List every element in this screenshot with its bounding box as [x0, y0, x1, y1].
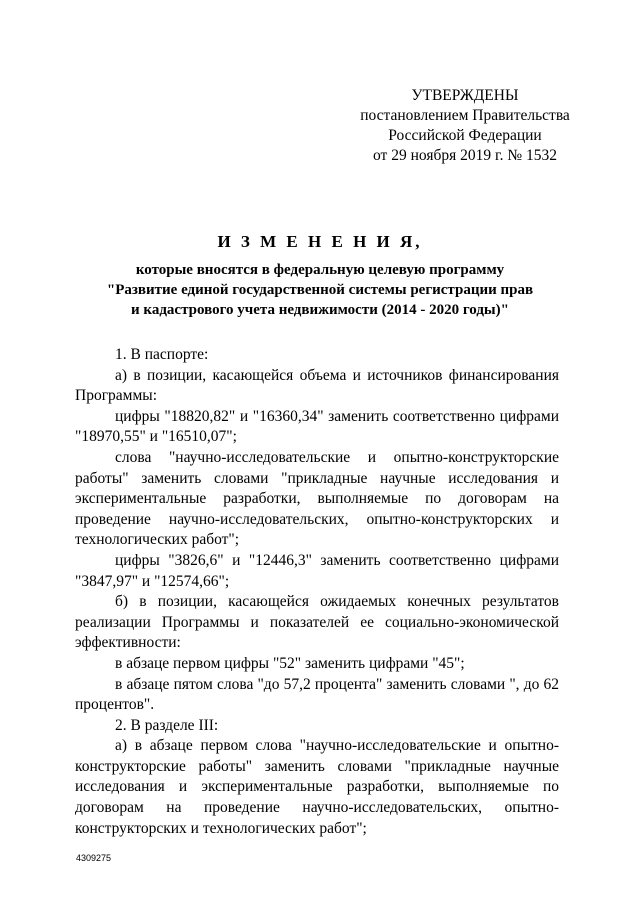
document-code: 4309275 — [76, 853, 112, 863]
paragraph: в абзаце пятом слова "до 57,2 процента" заменить словами ", до 62 процентов". — [75, 675, 559, 714]
approval-block — [340, 86, 590, 166]
document-heading — [60, 230, 580, 320]
paragraph: б) в позиции, касающейся ожидаемых конечных результатов реализации Программы и показателей ее социально-экономической эффективности: — [75, 593, 559, 652]
paragraph: а) в позиции, касающейся объема и источников финансирования Программы: — [75, 366, 559, 405]
paragraph-section-2: 2. В разделе III: — [115, 716, 219, 734]
approval-line: постановлением Правительства — [360, 107, 570, 124]
paragraph: цифры "3826,6" и "12446,3" заменить соответственно цифрами "3847,97" и "12574,66"; — [75, 551, 559, 590]
approval-line: УТВЕРЖДЕНЫ — [411, 87, 519, 104]
document-subtitle-line: "Развитие единой государственной системы регистрации прав — [106, 282, 534, 298]
paragraph: цифры "18820,82" и "16360,34" заменить соответственно цифрами "18970,55" и "16510,07"; — [75, 407, 559, 446]
document-subtitle-line: и кадастрового учета недвижимости (2014 - 2020 годы)" — [131, 302, 509, 318]
paragraph: в абзаце первом цифры "52" заменить цифрами "45"; — [115, 654, 465, 672]
paragraph: слова "научно-исследовательские и опытно-конструкторские работы" заменить словами "прикладные научные исследования и экспериментальные разработки, выполняемые по договорам на проведение научно-исследовательских, опытно-конструкторских и технологических работ"; — [75, 448, 559, 549]
document-title: И З М Е Н Е Н И Я, — [217, 232, 423, 251]
approval-line: Российской Федерации — [388, 127, 542, 144]
approval-line: от 29 ноября 2019 г. № 1532 — [373, 147, 557, 164]
paragraph-section-1: 1. В паспорте: — [115, 346, 209, 363]
document-subtitle-line: которые вносятся в федеральную целевую программу — [135, 262, 505, 278]
paragraph: а) в абзаце первом слова "научно-исследовательские и опытно-конструкторские работы" заменить словами "прикладные научные исследования и экспериментальные разработки, выполняемые по договорам на проведение научно-исследовательских, опытно-конструкторских и технологических работ"; — [75, 737, 559, 837]
document-body — [75, 345, 559, 839]
